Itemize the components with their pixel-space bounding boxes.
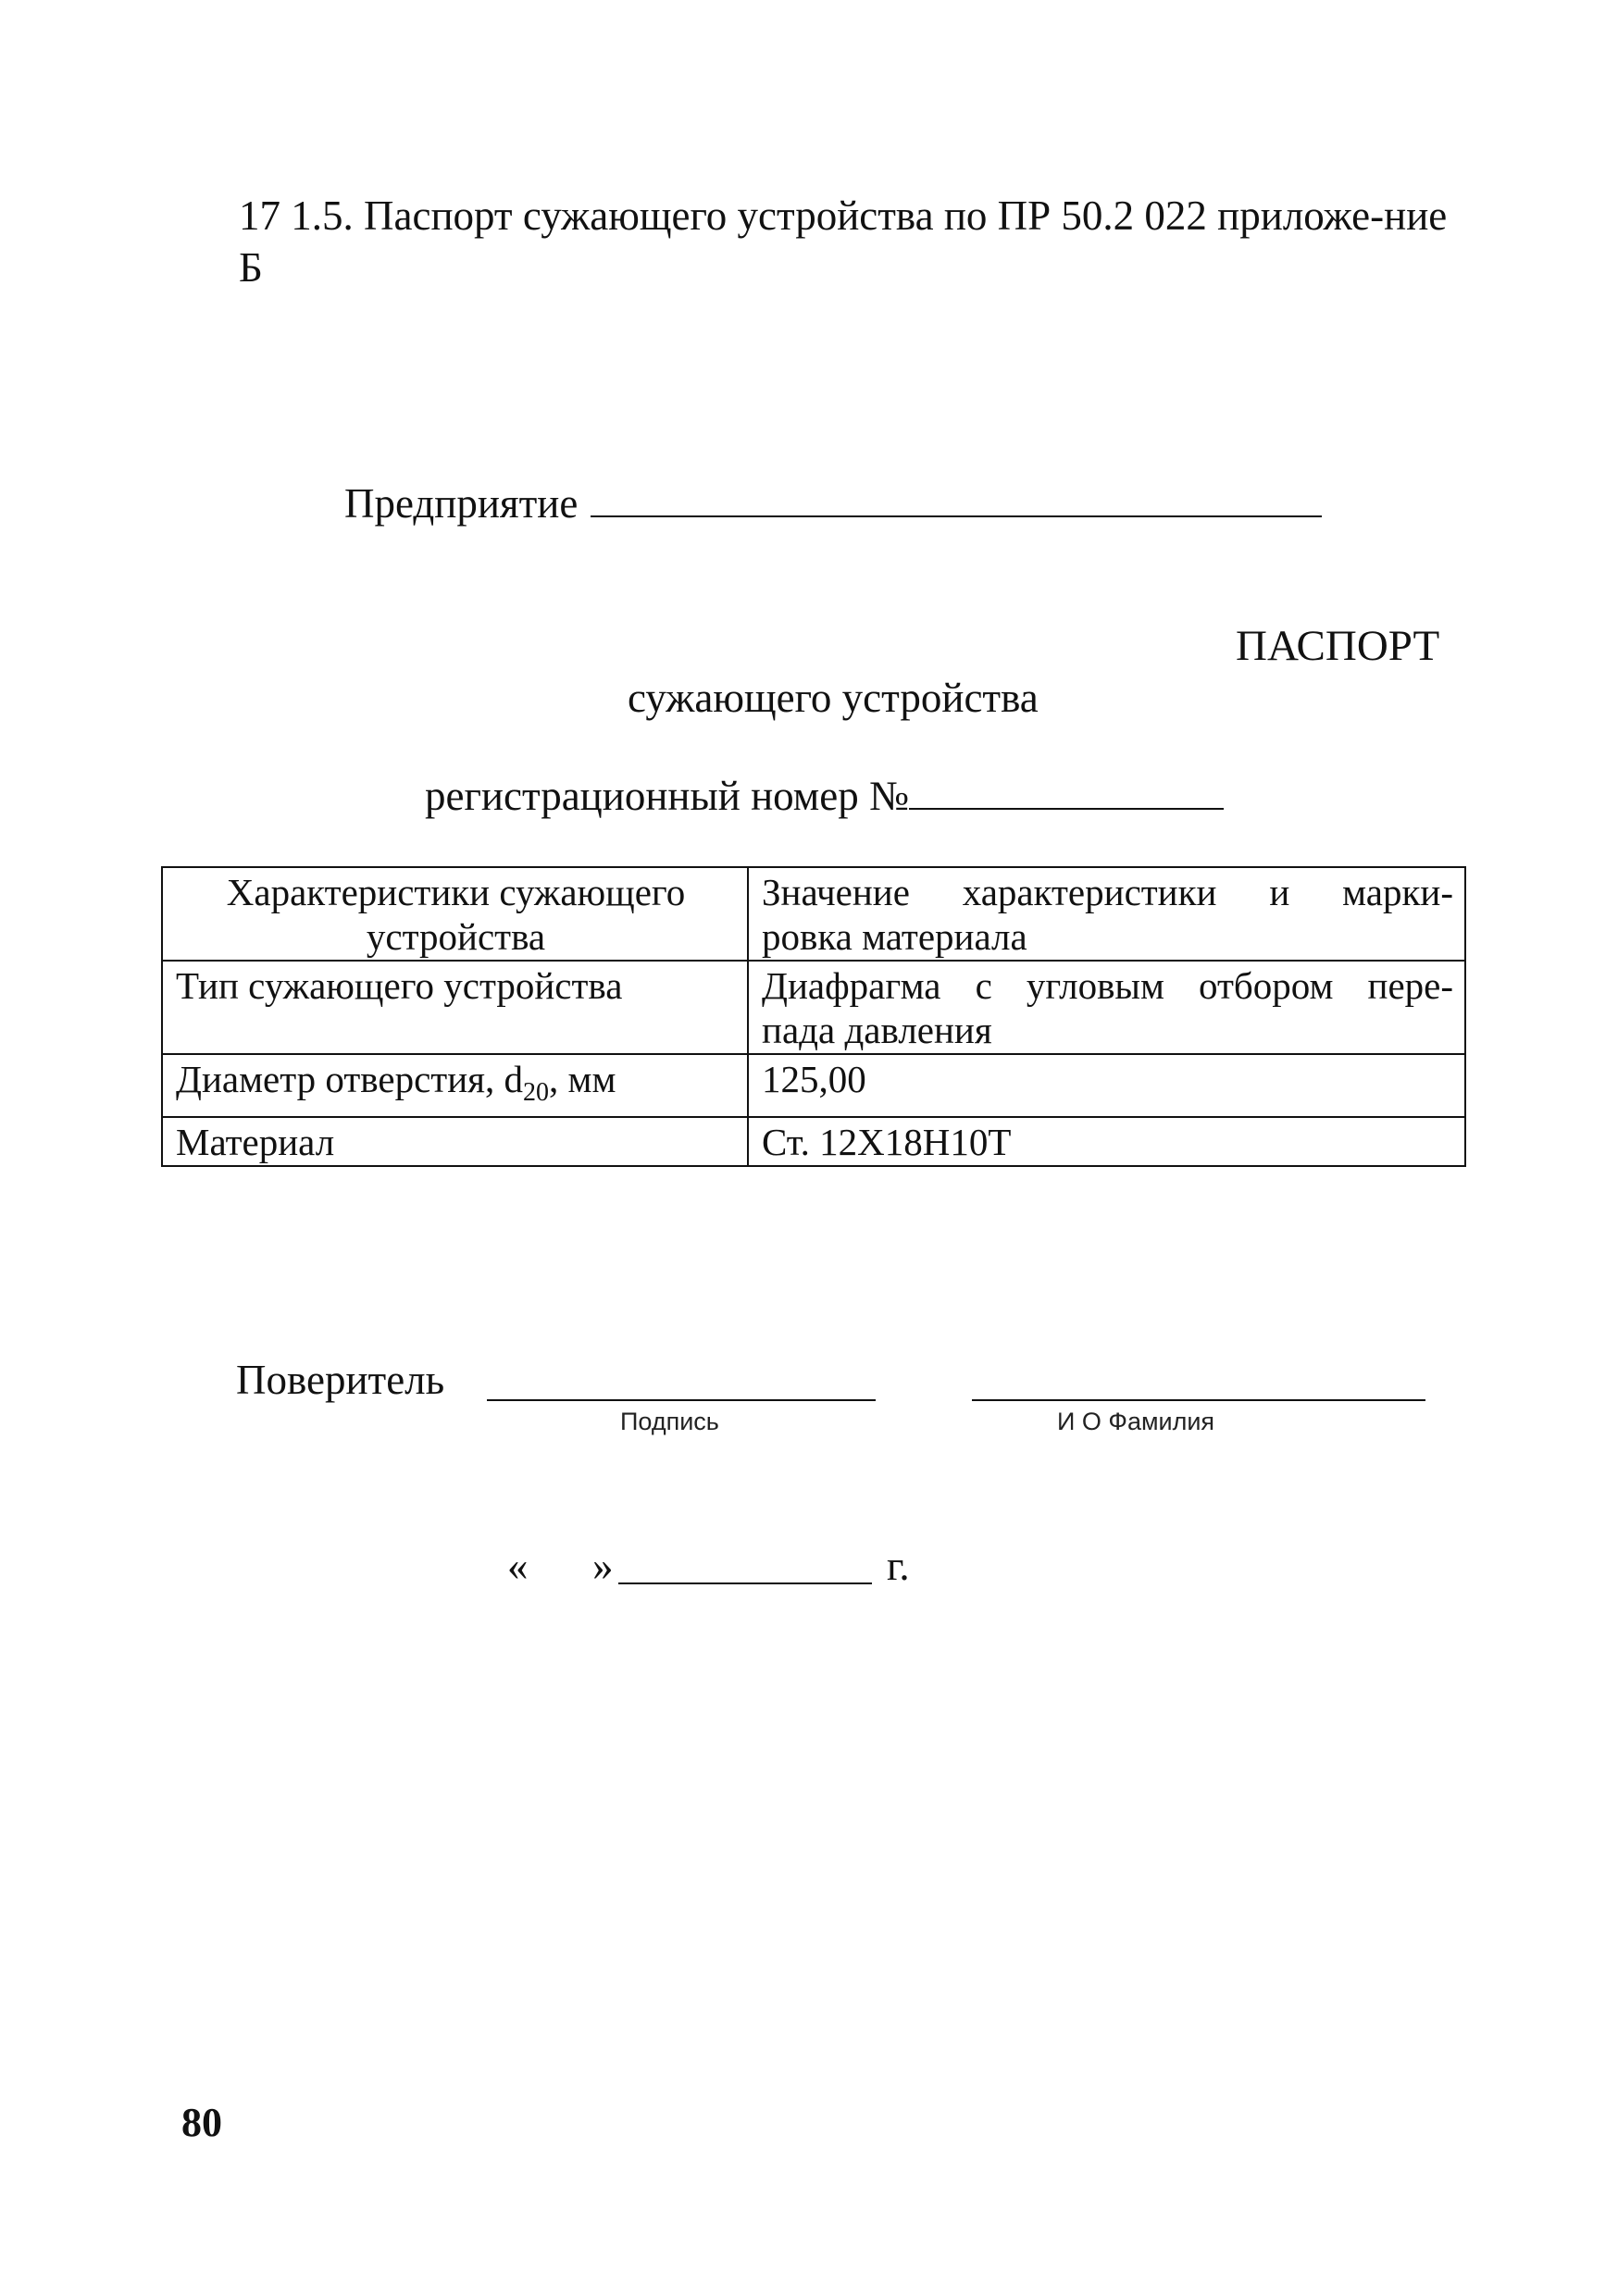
full-name-blank-line[interactable] xyxy=(972,1397,1425,1401)
row-diameter-label xyxy=(162,1054,748,1117)
registration-number-label: регистрационный номер № xyxy=(425,773,909,819)
row-type-value-line1: Диафрагма с угловым отбором пере- xyxy=(762,964,1453,1007)
table-row xyxy=(162,961,1465,1054)
date-blank-line[interactable] xyxy=(618,1581,872,1584)
signature-blank-line[interactable] xyxy=(487,1397,876,1401)
header-value xyxy=(748,867,1465,961)
header-value-line1: Значение характеристики и марки- xyxy=(762,871,1453,913)
enterprise-blank-line[interactable] xyxy=(591,478,1322,517)
row-type-value xyxy=(748,961,1465,1054)
row-diameter-label-tail: , мм xyxy=(549,1058,616,1100)
characteristics-table xyxy=(161,866,1466,1167)
header-value-line2: ровка материала xyxy=(762,915,1027,958)
date-close-quote: » xyxy=(592,1543,614,1589)
passport-subtitle: сужающего устройства xyxy=(628,675,1039,721)
table-row xyxy=(162,1054,1465,1117)
enterprise-label: Предприятие xyxy=(344,480,579,527)
passport-title: ПАСПОРТ xyxy=(1236,622,1440,670)
date-open-quote: « xyxy=(507,1543,529,1589)
row-type-label: Тип сужающего устройства xyxy=(162,961,748,1054)
row-diameter-label-subscript: 20 xyxy=(523,1078,550,1108)
table-header-row xyxy=(162,867,1465,961)
verifier-label: Поверитель xyxy=(236,1357,445,1403)
row-material-value: Ст. 12Х18Н10Т xyxy=(748,1117,1465,1166)
full-name-caption: И О Фамилия xyxy=(1057,1408,1215,1435)
enterprise-field xyxy=(344,478,1322,529)
row-type-value-line2: пада давления xyxy=(762,1009,992,1051)
row-material-label: Материал xyxy=(162,1117,748,1166)
table-row xyxy=(162,1117,1465,1166)
registration-number-blank-line[interactable] xyxy=(909,771,1224,810)
row-diameter-label-main: Диаметр отверстия, d xyxy=(176,1058,524,1100)
registration-number-field xyxy=(425,770,1224,822)
page-number: 80 xyxy=(181,2100,222,2145)
date-year-suffix: г. xyxy=(887,1543,910,1589)
section-heading: 17 1.5. Паспорт сужающего устройства по ПР 50.2 022 приложе-ние Б xyxy=(239,192,1448,291)
header-characteristics: Характеристики сужающего устройства xyxy=(162,867,748,961)
row-diameter-value: 125,00 xyxy=(748,1054,1465,1117)
signature-caption: Подпись xyxy=(620,1408,719,1435)
